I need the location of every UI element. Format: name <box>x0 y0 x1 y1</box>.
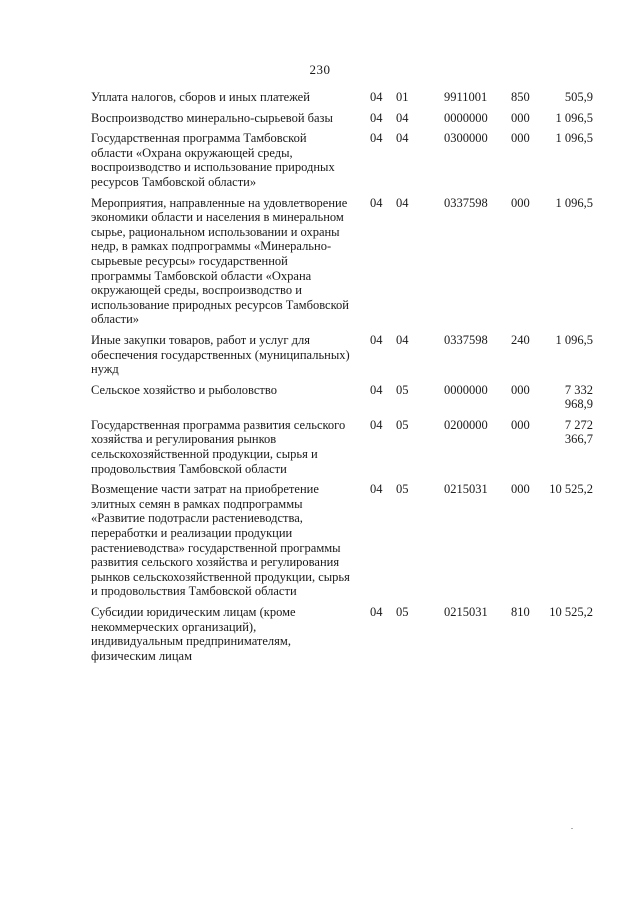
amount: 7 332 968,9 <box>564 382 593 412</box>
expense-type-code: 240 <box>511 332 530 347</box>
subsection-code: 04 <box>396 332 409 347</box>
section-code: 04 <box>370 417 383 432</box>
expense-type-code: 000 <box>511 382 530 397</box>
subsection-code: 04 <box>396 131 409 146</box>
subsection-code: 05 <box>396 482 409 497</box>
table-row <box>91 196 593 327</box>
table-row <box>91 605 593 663</box>
target-item-code: 0215031 <box>444 482 488 497</box>
amount: 1 096,5 <box>555 110 593 125</box>
subsection-code: 04 <box>396 195 409 210</box>
item-name: Возмещение части затрат на приобретение элитных семян в рамках подпрограммы «Развитие подотрасли растениеводства, переработки и реализации продукции растениеводства» государственной программы развития сельского хозяйства и регулирования рынков сельскохозяйственной продукции, сырья и продовольствия Тамбовской области <box>91 482 350 599</box>
table-row <box>91 131 593 189</box>
item-name: Уплата налогов, сборов и иных платежей <box>91 90 310 104</box>
expense-type-code: 000 <box>511 195 530 210</box>
item-name: Субсидии юридическим лицам (кроме некоммерческих организаций), индивидуальным предпринимателям, физическим лицам <box>91 605 296 663</box>
page-number: 230 <box>309 62 331 77</box>
target-item-code: 0200000 <box>444 417 488 432</box>
section-code: 04 <box>370 195 383 210</box>
expense-type-code: 000 <box>511 417 530 432</box>
subsection-code: 05 <box>396 382 409 397</box>
amount: 1 096,5 <box>555 332 593 347</box>
item-name: Воспроизводство минерально-сырьевой базы <box>91 110 333 125</box>
target-item-code: 0300000 <box>444 131 488 146</box>
target-item-code: 0000000 <box>444 382 488 397</box>
section-code: 04 <box>370 90 383 104</box>
item-name: Иные закупки товаров, работ и услуг для обеспечения государственных (муниципальных) нужд <box>91 332 350 377</box>
table-row <box>91 482 593 599</box>
amount: 10 525,2 <box>549 605 593 619</box>
section-code: 04 <box>370 131 383 146</box>
budget-table <box>91 90 593 669</box>
expense-type-code: 810 <box>511 605 530 619</box>
table-row <box>91 418 593 476</box>
amount: 10 525,2 <box>549 482 593 497</box>
expense-type-code: 000 <box>511 482 530 497</box>
target-item-code: 0000000 <box>444 110 488 125</box>
table-row <box>91 90 593 105</box>
expense-type-code: 850 <box>511 90 530 104</box>
target-item-code: 0337598 <box>444 332 488 347</box>
target-item-code: 0215031 <box>444 605 488 619</box>
scan-speck <box>571 828 573 829</box>
subsection-code: 04 <box>396 110 409 125</box>
table-row <box>91 383 593 412</box>
target-item-code: 9911001 <box>444 90 488 104</box>
table-row <box>91 333 593 377</box>
amount: 1 096,5 <box>555 195 593 210</box>
item-name: Государственная программа развития сельского хозяйства и регулирования рынков сельскохозяйственной продукции, сырья и продовольствия Тамбовской области <box>91 417 346 476</box>
item-name: Сельское хозяйство и рыболовство <box>91 382 277 397</box>
target-item-code: 0337598 <box>444 195 488 210</box>
item-name: Мероприятия, направленные на удовлетворение экономики области и населения в минеральном сырье, рациональном использовании и охраны недр, в рамках подпрограммы «Минерально-сырьевые ресурсы» государственной программы Тамбовской области «Охрана окружающей среды, воспроизводство и использование природных ресурсов Тамбовской области» <box>91 195 349 327</box>
subsection-code: 01 <box>396 90 409 104</box>
subsection-code: 05 <box>396 605 409 619</box>
section-code: 04 <box>370 110 383 125</box>
amount: 505,9 <box>564 90 593 104</box>
section-code: 04 <box>370 332 383 347</box>
item-name: Государственная программа Тамбовской области «Охрана окружающей среды, воспроизводство и использование природных ресурсов Тамбовской области» <box>91 131 335 189</box>
section-code: 04 <box>370 482 383 497</box>
section-code: 04 <box>370 605 383 619</box>
section-code: 04 <box>370 382 383 397</box>
amount: 7 272 366,7 <box>564 417 593 447</box>
amount: 1 096,5 <box>555 131 593 146</box>
expense-type-code: 000 <box>511 131 530 146</box>
subsection-code: 05 <box>396 417 409 432</box>
table-row <box>91 111 593 126</box>
expense-type-code: 000 <box>511 110 530 125</box>
